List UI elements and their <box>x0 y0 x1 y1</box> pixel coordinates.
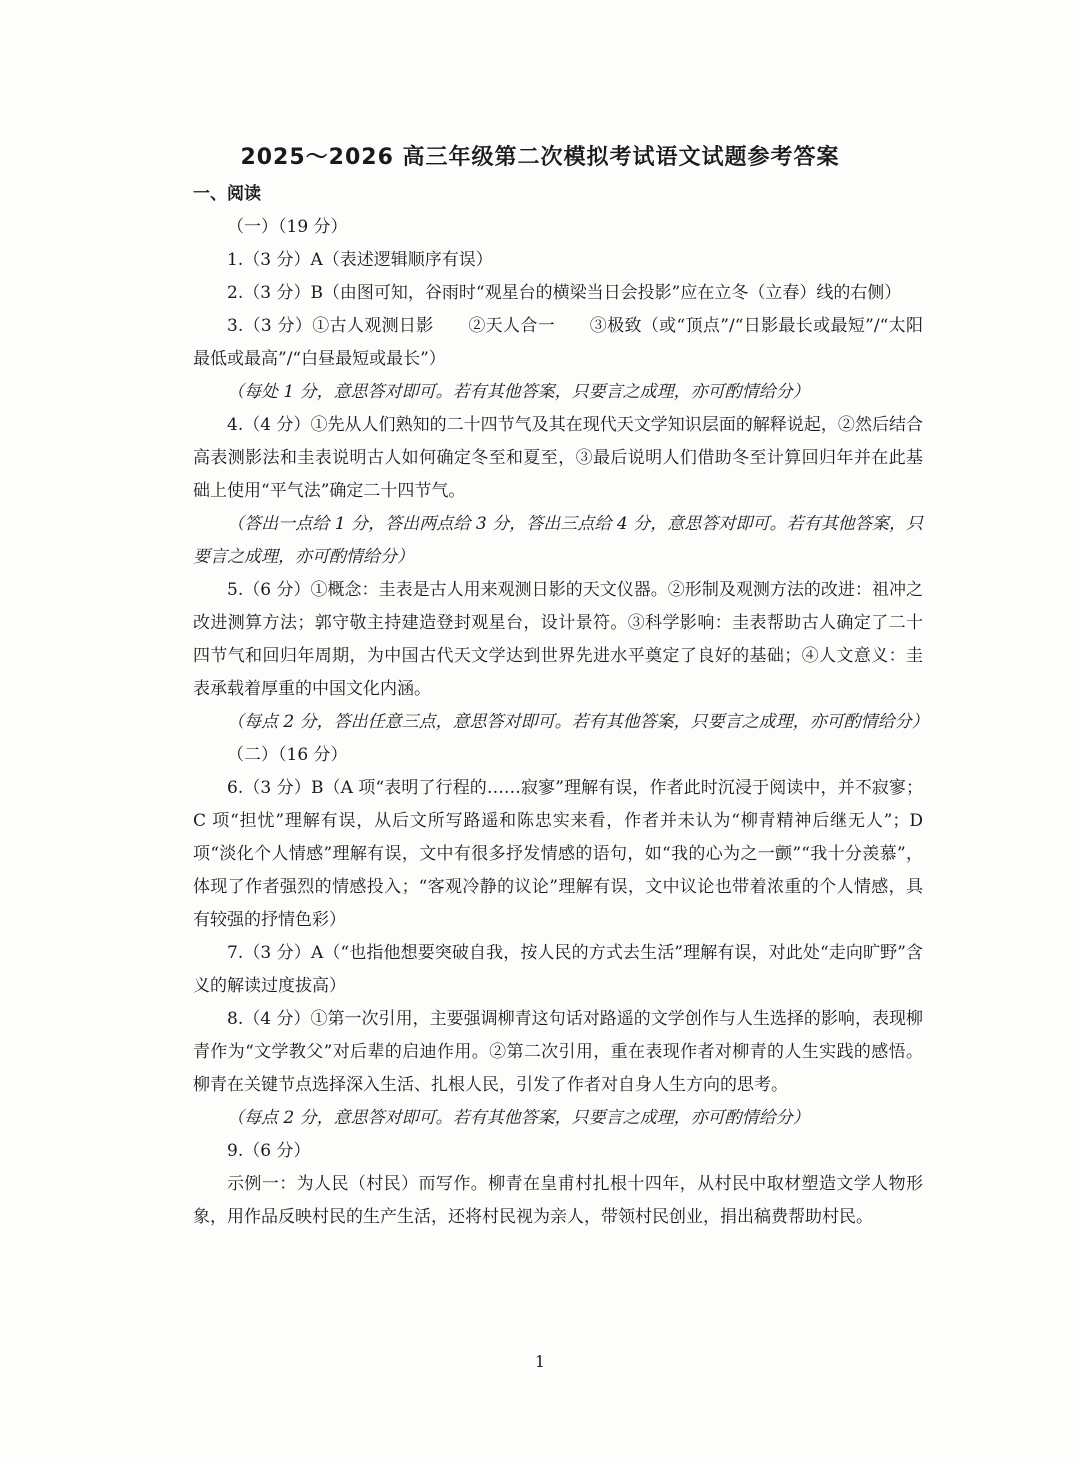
scoring-note-q5: （每点 2 分，答出任意三点，意思答对即可。若有其他答案，只要言之成理，亦可酌情给分） <box>227 712 929 732</box>
answer-q4: 4.（4 分）①先从人们熟知的二十四节气及其在现代天文学知识层面的解释说起，②然后结合高表测影法和圭表说明古人如何确定冬至和夏至，③最后说明人们借助冬至计算回归年并在此基础上使用“平气法”确定二十四节气。 <box>193 415 923 501</box>
answer-q8: 8.（4 分）①第一次引用，主要强调柳青这句话对路遥的文学创作与人生选择的影响，表现柳青作为“文学教父”对后辈的启迪作用。②第二次引用，重在表现作者对柳青的人生实践的感悟。柳青在关键节点选择深入生活、扎根人民，引发了作者对自身人生方向的思考。 <box>193 1009 923 1095</box>
answer-q5: 5.（6 分）①概念：圭表是古人用来观测日影的天文仪器。②形制及观测方法的改进：祖冲之改进测算方法；郭守敬主持建造登封观星台，设计景符。③科学影响：圭表帮助古人确定了二十四节气和回归年周期，为中国古代天文学达到世界先进水平奠定了良好的基础；④人文意义：圭表承载着厚重的中国文化内涵。 <box>193 580 923 699</box>
part-heading: （二）（16 分） <box>227 745 348 765</box>
answer-q3: 3.（3 分）①古人观测日影 ②天人合一 ③极致（或“顶点”/“日影最长或最短”/“太阳最低或最高”/“白昼最短或最长”） <box>193 316 923 369</box>
answer-q7: 7.（3 分）A（“也指他想要突破自我，按人民的方式去生活”理解有误，对此处“走向旷野”含义的解读过度拔高） <box>193 943 923 996</box>
page-title: 2025～2026 高三年级第二次模拟考试语文试题参考答案 <box>240 145 840 170</box>
answer-q9: 9.（6 分） <box>227 1141 311 1161</box>
answer-q2: 2.（3 分）B（由图可知，谷雨时“观星台的横梁当日会投影”应在立冬（立春）线的右侧） <box>227 283 902 303</box>
answer-q6: 6.（3 分）B（A 项“表明了行程的……寂寥”理解有误，作者此时沉浸于阅读中，并不寂寥；C 项“担忧”理解有误，从后文所写路遥和陈忠实来看，作者并未认为“柳青精神后继无人”；D 项“淡化个人情感”理解有误，文中有很多抒发情感的语句，如“我的心为之一颤”“我十分羡慕”，体现了作者强烈的情感投入；“客观冷静的议论”理解有误，文中议论也带着浓重的个人情感，具有较强的抒情色彩） <box>193 778 923 930</box>
answer-q9-example: 示例一：为人民（村民）而写作。柳青在皇甫村扎根十四年，从村民中取材塑造文学人物形象，用作品反映村民的生产生活，还将村民视为亲人，带领村民创业，捐出稿费帮助村民。 <box>193 1174 923 1227</box>
answer-content <box>193 178 929 1234</box>
part-heading: （一）（19 分） <box>227 217 348 237</box>
scoring-note-q4: （答出一点给 1 分，答出两点给 3 分，答出三点给 4 分，意思答对即可。若有其他答案，只要言之成理，亦可酌情给分） <box>193 514 923 567</box>
scoring-note-q3: （每处 1 分，意思答对即可。若有其他答案，只要言之成理，亦可酌情给分） <box>227 382 810 402</box>
scoring-note-q8: （每点 2 分，意思答对即可。若有其他答案，只要言之成理，亦可酌情给分） <box>227 1108 810 1128</box>
page-number: 1 <box>534 1352 546 1371</box>
answer-q1: 1.（3 分）A（表述逻辑顺序有误） <box>227 250 493 270</box>
section-heading: 一、阅读 <box>193 184 261 204</box>
